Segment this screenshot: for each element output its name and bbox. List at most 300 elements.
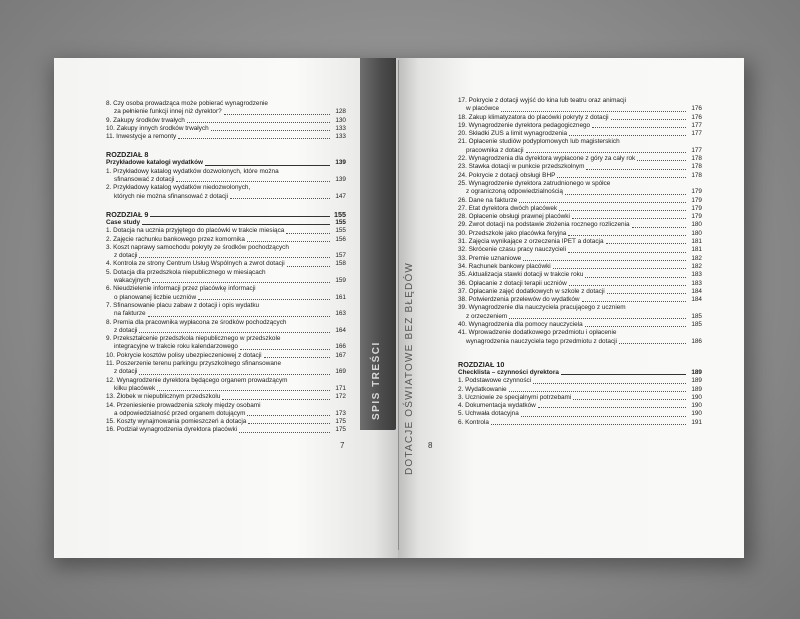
toc-entry-row	[106, 410, 346, 418]
toc-entry-label: 1. Dotacja na ucznia przyjętego do placówki w trakcie miesiąca	[106, 227, 285, 235]
toc-entry-line: 14. Przeniesienie prowadzenia szkoły między osobami	[106, 401, 261, 409]
toc-leader	[582, 301, 687, 302]
toc-leader	[585, 326, 686, 327]
toc-entry	[458, 386, 702, 394]
toc-entry	[106, 100, 346, 117]
toc-page-number: 133	[335, 133, 346, 141]
toc-entry-label: 40. Wynagrodzenia dla pomocy nauczyciela	[458, 321, 583, 329]
toc-entry-row	[106, 294, 346, 302]
toc-entry-label: 2. Zajęcie rachunku bankowego przez komornika	[106, 235, 245, 243]
toc-entry-label: 13. Żłobek w niepublicznym przedszkolu	[106, 393, 221, 401]
book-gutter	[398, 60, 399, 550]
toc-page-number: 182	[691, 254, 702, 262]
toc-entry-row	[458, 205, 702, 213]
toc-leader	[148, 316, 330, 317]
toc-entry-row	[106, 368, 346, 376]
toc-entry-row	[458, 238, 702, 246]
toc-entry-line: 5. Dotacja dla przedszkola niepublicznego w miesiącach	[106, 268, 266, 276]
toc-leader	[139, 374, 330, 375]
toc-leader	[287, 266, 330, 267]
toc-entry	[106, 319, 346, 336]
toc-entry-label: 32. Skrócenie czasu pracy nauczycieli	[458, 246, 566, 254]
toc-leader	[565, 194, 686, 195]
toc-page-number: 155	[335, 227, 346, 235]
toc-leader	[569, 285, 686, 286]
toc-entry-label: 10. Pokrycie kosztów polisy ubezpieczeniowej z dotacji	[106, 351, 262, 359]
toc-page-number: 179	[691, 213, 702, 221]
toc-entry-row	[458, 172, 702, 180]
toc-page-number: 158	[335, 260, 346, 268]
toc-entry-row	[458, 280, 702, 288]
toc-page-number: 156	[335, 235, 346, 243]
toc-page-number: 171	[335, 384, 346, 392]
toc-right-top-entries	[458, 97, 702, 346]
toc-entry	[458, 163, 702, 171]
toc-page-number: 184	[691, 287, 702, 295]
chapter-10-entries	[458, 377, 702, 427]
toc-entry	[458, 419, 702, 427]
toc-leader	[523, 260, 686, 261]
toc-page-number: 185	[691, 312, 702, 320]
toc-leader	[568, 252, 686, 253]
toc-entry	[458, 377, 702, 385]
toc-page-number: 178	[691, 171, 702, 179]
toc-page-number: 173	[335, 409, 346, 417]
toc-entry-row	[458, 402, 702, 410]
toc-entry-row	[458, 263, 702, 271]
toc-page-number: 181	[691, 246, 702, 254]
toc-page-number: 183	[691, 279, 702, 287]
toc-leader	[606, 243, 686, 244]
toc-page-number: 163	[335, 310, 346, 318]
toc-page-number: 181	[691, 238, 702, 246]
toc-entry	[458, 410, 702, 418]
toc-entry-label: z dotacji	[114, 252, 138, 260]
toc-page-number: 177	[691, 121, 702, 129]
toc-entry	[458, 255, 702, 263]
toc-page-number: 130	[335, 116, 346, 124]
toc-entry-label: 22. Wynagrodzenia dla dyrektora wypłacone z góry za cały rok	[458, 155, 636, 163]
toc-leader	[585, 277, 686, 278]
toc-leader	[247, 241, 330, 242]
toc-leader	[286, 233, 330, 234]
toc-entry	[458, 296, 702, 304]
toc-entry	[458, 122, 702, 130]
toc-leader	[152, 282, 330, 283]
toc-entry	[458, 205, 702, 213]
toc-page-number: 178	[691, 163, 702, 171]
toc-entry-line: 8. Czy osoba prowadząca może pobierać wynagrodzenie	[106, 100, 268, 107]
toc-entry-row	[106, 426, 346, 434]
toc-entry-row	[458, 213, 702, 221]
toc-page-number: 184	[691, 296, 702, 304]
toc-entry-label: z dotacji	[114, 368, 138, 376]
toc-entry-row	[106, 310, 346, 318]
toc-entry	[106, 125, 346, 133]
toc-entry	[458, 197, 702, 205]
toc-left	[106, 100, 346, 435]
toc-entry-row	[458, 377, 702, 385]
chapter-9-heading: ROZDZIAŁ 9 155	[106, 209, 346, 219]
toc-entry	[106, 393, 346, 401]
toc-entry-label: których nie można sfinansować z dotacji	[114, 192, 229, 200]
toc-leader	[586, 169, 686, 170]
toc-entry-row	[106, 117, 346, 125]
toc-page-number: 180	[691, 221, 702, 229]
toc-entry	[106, 236, 346, 244]
toc-page-number: 175	[335, 418, 346, 426]
toc-entry	[458, 221, 702, 229]
toc-entry-row	[106, 236, 346, 244]
toc-leader	[553, 268, 686, 269]
toc-page-number: 172	[335, 393, 346, 401]
toc-leader	[157, 390, 330, 391]
toc-entry-label: 35. Aktualizacja stawki dotacji w trakcie roku	[458, 271, 584, 279]
toc-page-number: 176	[691, 105, 702, 113]
toc-leader	[568, 235, 686, 236]
toc-entry-line: 6. Nieudzielenie informacji przez placówkę informacji	[106, 285, 256, 293]
toc-entry-row	[106, 277, 346, 285]
toc-entry-label: 30. Przedszkole jako placówka feryjna	[458, 229, 567, 237]
toc-entry-row	[106, 125, 346, 133]
toc-entry-label: integracyjne w trakcie roku kalendarzowego	[114, 343, 238, 351]
toc-entry	[106, 260, 346, 268]
toc-entry	[106, 335, 346, 352]
toc-leader	[491, 424, 686, 425]
toc-leader	[509, 391, 686, 392]
toc-entry-label: 26. Dane na fakturze	[458, 196, 518, 204]
toc-page-number: 190	[691, 393, 702, 401]
toc-entry-row	[106, 352, 346, 360]
toc-page-number: 191	[691, 418, 702, 426]
toc-entry-row	[458, 386, 702, 394]
toc-page-number: 189	[691, 385, 702, 393]
toc-entry-label: 29. Zwrot dotacji na podstawie złożenia rocznego rozliczenia	[458, 221, 630, 229]
toc-page-number: 179	[691, 204, 702, 212]
toc-leader	[572, 218, 686, 219]
toc-leader	[187, 122, 330, 123]
toc-entry-label: 5. Uchwała dotacyjna	[458, 410, 519, 418]
toc-entry-row	[458, 313, 702, 321]
toc-leader	[178, 138, 330, 139]
toc-page-number: 179	[691, 188, 702, 196]
toc-leader	[211, 130, 330, 131]
toc-entry-row	[458, 230, 702, 238]
toc-entry-row	[458, 130, 702, 138]
page-number-left: 7	[340, 441, 345, 450]
toc-page-number: 177	[691, 146, 702, 154]
toc-entry-line: 39. Wynagrodzenie dla nauczyciela pracującego z uczniem	[458, 304, 626, 312]
toc-entry-line: 25. Wynagrodzenie dyrektora zatrudnionego w spółce	[458, 179, 611, 187]
toc-entry-row	[458, 197, 702, 205]
toc-entry-line: 21. Opłacenie studiów podyplomowych lub magisterskich	[458, 138, 620, 146]
toc-page-number: 159	[335, 277, 346, 285]
toc-entry-label: 3. Uczniowie ze specjalnymi potrzebami	[458, 393, 572, 401]
toc-entry-row	[458, 122, 702, 130]
toc-leader	[248, 423, 330, 424]
toc-leader	[637, 160, 686, 161]
toc-entry	[458, 130, 702, 138]
toc-entry	[458, 180, 702, 197]
toc-entry	[458, 288, 702, 296]
chapter-10-title: Checklista – czynności dyrektora 189	[458, 368, 702, 376]
toc-page-number: 190	[691, 402, 702, 410]
toc-leader	[519, 202, 686, 203]
toc-leader	[247, 415, 330, 416]
toc-leader	[198, 299, 330, 300]
toc-entry	[458, 246, 702, 254]
toc-entry	[106, 285, 346, 302]
toc-entry-row	[458, 255, 702, 263]
toc-entry-row	[106, 418, 346, 426]
toc-page-number: 190	[691, 410, 702, 418]
toc-entry-row	[106, 260, 346, 268]
toc-entry	[106, 302, 346, 319]
toc-leader	[176, 181, 330, 182]
toc-entry	[458, 230, 702, 238]
toc-page-number: 180	[691, 229, 702, 237]
toc-entry-line: 12. Wynagrodzenie dyrektora będącego organem prowadzącym	[106, 376, 288, 384]
toc-entry-label: 1. Podstawowe czynności	[458, 377, 532, 385]
toc-page-number: 167	[335, 351, 346, 359]
toc-entry-row	[106, 393, 346, 401]
toc-entry-label: wakacyjnych	[114, 277, 151, 285]
toc-page-number: 166	[335, 343, 346, 351]
toc-entry	[458, 271, 702, 279]
chapter-9-entries	[106, 227, 346, 434]
toc-entry-label: 4. Dokumentacja wydatków	[458, 402, 536, 410]
toc-entry	[458, 155, 702, 163]
toc-page-number: 164	[335, 326, 346, 334]
toc-page-number: 189	[691, 377, 702, 385]
toc-entry-line: 7. Sfinansowanie placu zabaw z dotacji i opis wydatku	[106, 301, 260, 309]
toc-entry-label: 27. Etat dyrektora dwóch placówek	[458, 204, 558, 212]
toc-page-number: 147	[335, 192, 346, 200]
toc-entry-label: 16. Podział wynagrodzenia dyrektora placówki	[106, 426, 238, 434]
toc-entry	[106, 244, 346, 261]
toc-entry-label: z dotacji	[114, 326, 138, 334]
toc-entry-line: 9. Przekształcenie przedszkola niepublicznego w przedszkole	[106, 335, 281, 343]
toc-leader	[264, 357, 330, 358]
toc-entry-row	[106, 227, 346, 235]
toc-page-number: 161	[335, 293, 346, 301]
toc-page-number: 177	[691, 130, 702, 138]
toc-entry	[106, 426, 346, 434]
toc-page-number: 128	[335, 108, 346, 116]
toc-entry-row	[106, 252, 346, 260]
toc-entry-label: z ograniczoną odpowiedzialnością	[466, 188, 563, 196]
toc-entry	[458, 238, 702, 246]
toc-leader	[592, 127, 686, 128]
toc-entry-row	[458, 155, 702, 163]
toc-entry-row	[106, 385, 346, 393]
toc-entry-label: 33. Premie uznaniowe	[458, 254, 522, 262]
toc-entry	[106, 133, 346, 141]
toc-entry-label: z orzeczeniem	[466, 312, 508, 320]
toc-entry-line: 1. Przykładowy katalog wydatków dozwolonych, które można	[106, 167, 279, 175]
toc-entry-row	[458, 188, 702, 196]
toc-entry-label: wynagrodzenia nauczyciela tego przedmiotu z dotacji	[466, 337, 617, 345]
toc-page-number: 182	[691, 262, 702, 270]
toc-entry-row	[106, 327, 346, 335]
toc-entry-row	[106, 193, 346, 201]
spine-label-left: SPIS TREŚCI	[371, 341, 382, 420]
toc-entry-label: 28. Opłacenie obsługi prawnej placówki	[458, 213, 570, 221]
toc-leader	[240, 349, 330, 350]
toc-leader	[521, 416, 686, 417]
toc-leader	[509, 318, 686, 319]
chapter-8-title: Przykładowe katalogi wydatków 139	[106, 159, 346, 167]
toc-entry-row	[106, 343, 346, 351]
toc-entry	[458, 263, 702, 271]
toc-entry-row	[458, 246, 702, 254]
toc-leader	[139, 332, 330, 333]
toc-page-number: 176	[691, 113, 702, 121]
toc-right	[458, 97, 702, 427]
page-number-right: 8	[428, 441, 433, 450]
toc-entry-row	[458, 114, 702, 122]
toc-entry-row	[458, 394, 702, 402]
toc-entry-line: 11. Poszerzenie terenu parkingu przyszkolnego sfinansowane	[106, 360, 282, 368]
toc-entry-label: 34. Rachunek bankowy placówki	[458, 262, 551, 270]
toc-entry	[458, 97, 702, 114]
toc-entry-line: 2. Przykładowy katalog wydatków niedozwolonych,	[106, 184, 251, 192]
toc-entry-row	[106, 176, 346, 184]
toc-page-number: 169	[335, 368, 346, 376]
toc-entry	[458, 394, 702, 402]
toc-entry	[458, 321, 702, 329]
toc-leader	[611, 119, 686, 120]
toc-entry-label: 18. Zakup klimatyzatora do placówki pokryty z dotacji	[458, 113, 609, 121]
toc-entry-label: 2. Wydatkowanie	[458, 385, 507, 393]
toc-leader	[222, 399, 330, 400]
toc-entry-row	[458, 410, 702, 418]
toc-entry	[106, 402, 346, 419]
toc-entry-row	[458, 163, 702, 171]
toc-entry-label: 20. Składki ZUS a limit wynagrodzenia	[458, 130, 568, 138]
toc-entry	[458, 213, 702, 221]
toc-leader	[526, 152, 686, 153]
toc-entry	[106, 377, 346, 394]
toc-entry-row	[106, 108, 346, 116]
toc-entry-label: 9. Zakupy środków trwałych	[106, 116, 185, 124]
toc-entry	[106, 418, 346, 426]
toc-entry-label: 15. Koszty wynajmowania pomieszczeń a dotacja	[106, 418, 247, 426]
toc-entry	[458, 329, 702, 346]
toc-entry-line: 17. Pokrycie z dotacji wyjść do kina lub teatru oraz animacji	[458, 97, 627, 104]
toc-leader	[632, 227, 686, 228]
toc-entry-label: 4. Kontrola ze strony Centrum Usług Wspólnych a zwrot dotacji	[106, 260, 285, 268]
chapter-9-title: Case study 155	[106, 218, 346, 226]
toc-entry-label: 11. Inwestycje a remonty	[106, 133, 177, 141]
toc-entry-label: w placówce	[466, 105, 500, 113]
toc-entry	[458, 280, 702, 288]
toc-entry-label: 6. Kontrola	[458, 418, 489, 426]
toc-entry-label: 31. Zajęcia wynikające z orzeczenia IPET a dotacja	[458, 238, 604, 246]
toc-entry-label: o planowanej liczbie uczniów	[114, 293, 197, 301]
toc-entry-label: kilku placówek	[114, 384, 156, 392]
toc-entry-row	[458, 271, 702, 279]
toc-leader	[573, 399, 686, 400]
toc-entry-label: 19. Wynagrodzenie dyrektora pedagogicznego	[458, 121, 591, 129]
toc-entry-row	[458, 419, 702, 427]
toc-entry	[106, 360, 346, 377]
toc-leader	[607, 293, 686, 294]
toc-left-top-entries	[106, 100, 346, 141]
spine-label-right: DOTACJE OŚWIATOWE BEZ BŁĘDÓW	[404, 261, 415, 475]
toc-leader	[239, 432, 330, 433]
chapter-10-heading: ROZDZIAŁ 10	[458, 359, 505, 369]
toc-entry-row	[458, 147, 702, 155]
toc-entry-label: 36. Opłacanie z dotacji terapii uczniów	[458, 279, 567, 287]
toc-entry-label: 37. Opłacanie zajęć dodatkowych w szkole z dotacji	[458, 287, 605, 295]
toc-page-number: 133	[335, 124, 346, 132]
toc-entry-row	[458, 338, 702, 346]
toc-entry-label: a odpowiedzialność przed organem dotującym	[114, 409, 246, 417]
toc-entry-label: 38. Potwierdzenia przelewów do wydatków	[458, 296, 580, 304]
toc-leader	[619, 343, 686, 344]
toc-entry-row	[458, 321, 702, 329]
toc-entry-line: 8. Premia dla pracownika wypłacona ze środków pochodzących	[106, 318, 287, 326]
toc-entry-label: 10. Zakupy innych środków trwałych	[106, 124, 209, 132]
toc-entry-label: pracownika z dotacji	[466, 146, 524, 154]
toc-entry-row	[458, 221, 702, 229]
toc-page-number: 185	[691, 321, 702, 329]
toc-leader	[557, 177, 686, 178]
chapter-8-heading: ROZDZIAŁ 8	[106, 150, 149, 160]
toc-page-number: 179	[691, 196, 702, 204]
toc-entry-label: 23. Stawka dotacji w punkcie przedszkolnym	[458, 163, 585, 171]
toc-entry	[106, 227, 346, 235]
toc-entry-row	[106, 133, 346, 141]
toc-entry	[106, 117, 346, 125]
chapter-8-entries	[106, 168, 346, 201]
toc-page-number: 186	[691, 337, 702, 345]
toc-entry	[458, 114, 702, 122]
toc-leader	[559, 210, 686, 211]
toc-entry-label: za pełnienie funkcji innej niż dyrektor?	[114, 108, 222, 116]
toc-page-number: 157	[335, 252, 346, 260]
toc-entry	[458, 304, 702, 321]
toc-leader	[139, 257, 330, 258]
toc-leader	[538, 407, 686, 408]
toc-leader	[569, 135, 686, 136]
toc-entry	[106, 352, 346, 360]
toc-entry	[106, 184, 346, 201]
toc-leader	[533, 383, 686, 384]
toc-page-number: 178	[691, 155, 702, 163]
toc-entry	[106, 269, 346, 286]
toc-entry-label: na fakturze	[114, 310, 146, 318]
toc-entry	[106, 168, 346, 185]
toc-entry-row	[458, 105, 702, 113]
toc-entry-row	[458, 288, 702, 296]
toc-page-number: 183	[691, 271, 702, 279]
toc-entry	[458, 172, 702, 180]
toc-entry	[458, 402, 702, 410]
toc-entry-label: sfinansować z dotacji	[114, 176, 175, 184]
toc-leader	[501, 111, 686, 112]
toc-page-number: 139	[335, 176, 346, 184]
toc-entry-label: 24. Pokrycie z dotacji obsługi BHP	[458, 171, 556, 179]
toc-page-number: 175	[335, 426, 346, 434]
toc-entry	[458, 138, 702, 155]
toc-entry-line: 41. Wprowadzenie dodatkowego przedmiotu i opłacenie	[458, 329, 617, 337]
toc-entry-row	[458, 296, 702, 304]
toc-leader	[230, 198, 330, 199]
toc-leader	[224, 114, 330, 115]
toc-entry-line: 3. Koszt naprawy samochodu pokryty ze środków pochodzących	[106, 243, 289, 251]
